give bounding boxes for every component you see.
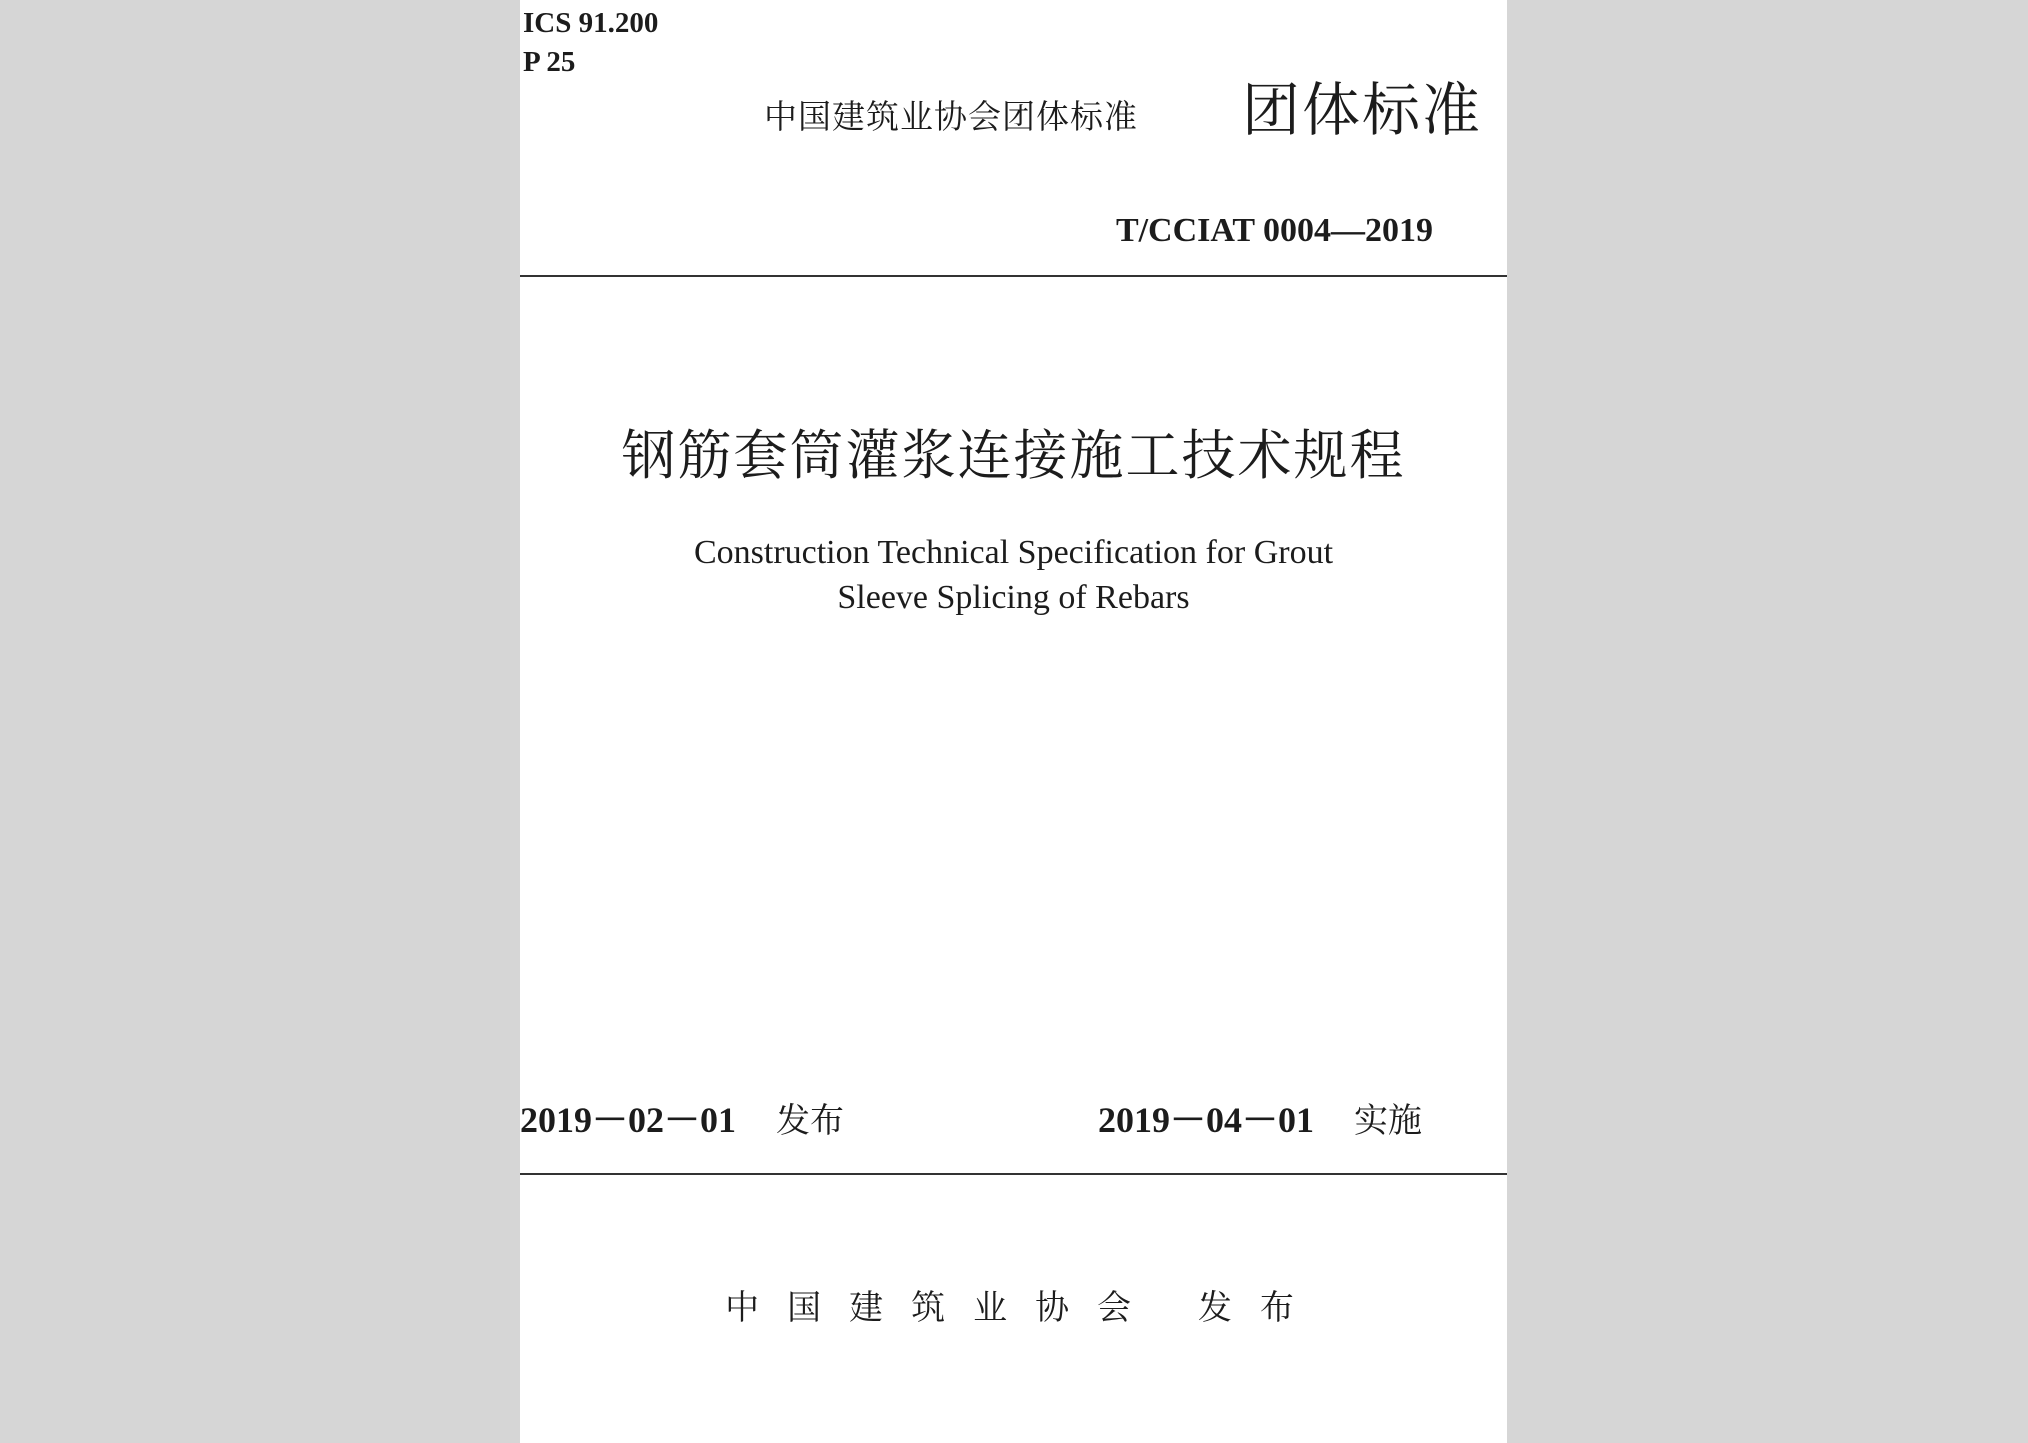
title-chinese: 钢筋套筒灌浆连接施工技术规程 [621, 424, 1406, 487]
publisher-header: 中国建筑业协会团体标准 [764, 97, 1138, 136]
issued-date-block [520, 1097, 844, 1144]
title-english-line2: Sleeve Splicing of Rebars [837, 579, 1190, 616]
document-cover-page [520, 0, 1507, 1443]
top-divider [520, 275, 1507, 277]
effective-label: 实施 [1354, 1101, 1423, 1141]
title-english-line1: Construction Technical Specification for Grout [693, 534, 1334, 571]
standard-type: 团体标准 [1241, 76, 1482, 144]
effective-date-block [1098, 1097, 1422, 1144]
bottom-divider [520, 1173, 1507, 1175]
issued-label: 发布 [776, 1101, 845, 1141]
ics-code: ICS 91.200 [523, 7, 659, 39]
standard-number: T/CCIAT 0004—2019 [1115, 212, 1433, 249]
classification-code: P 25 [523, 46, 576, 78]
effective-date: 2019－04－01 [1098, 1100, 1315, 1140]
title-english [520, 530, 1507, 620]
issuer: 中国建筑业协会 发布 [725, 1288, 1322, 1328]
issued-date: 2019－02－01 [520, 1100, 737, 1140]
